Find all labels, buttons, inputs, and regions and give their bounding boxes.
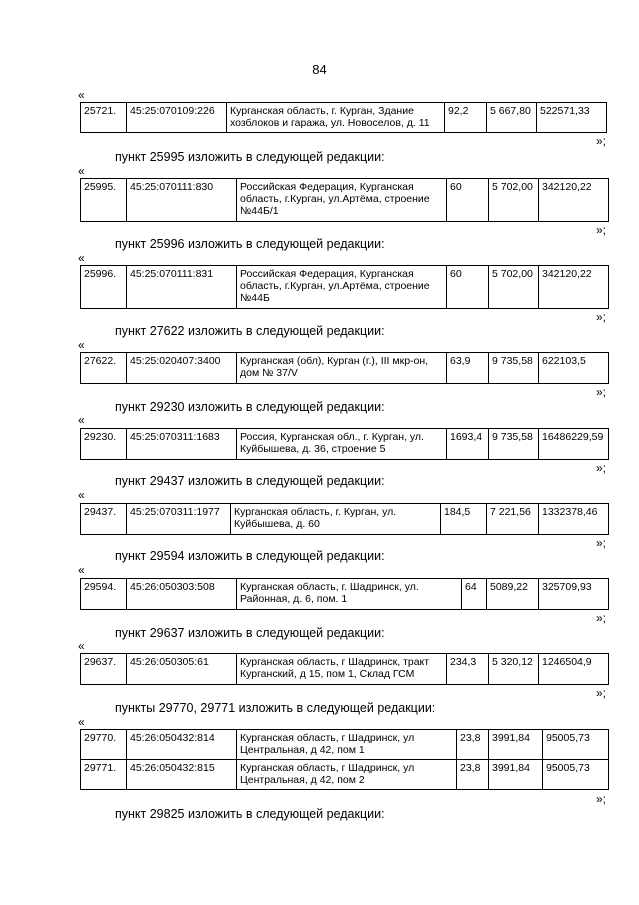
close-quote: »; [596,223,607,237]
property-table [80,102,607,133]
area-cell: 92,2 [445,103,487,133]
rate-cell: 9 735,58 [489,429,539,460]
record-number-cell: 29771. [81,760,127,790]
close-quote: »; [596,686,607,700]
value-cell: 342120,22 [539,266,609,309]
record-number-cell: 29770. [81,730,127,760]
address-cell: Российская Федерация, Курганская область, г.Курган, ул.Артёма, строение №44Б/1 [237,179,447,222]
amendment-heading: пункт 25996 изложить в следующей редакции: [115,237,385,251]
table-row [81,760,609,790]
open-quote: « [78,715,85,729]
rate-cell: 5 702,00 [489,266,539,309]
property-table [80,352,609,384]
table-row [81,353,609,384]
close-quote: »; [596,611,607,625]
close-quote: »; [596,385,607,399]
table-row [81,266,609,309]
rate-cell: 7 221,56 [487,504,539,535]
table-row [81,429,609,460]
value-cell: 16486229,59 [539,429,609,460]
record-number-cell: 29437. [81,504,127,535]
value-cell: 95005,73 [543,730,609,760]
cadastral-number-cell: 45:26:050303:508 [127,579,237,610]
address-cell: Россия, Курганская обл., г. Курган, ул. Куйбышева, д. 36, строение 5 [237,429,447,460]
table-row [81,103,607,133]
value-cell: 342120,22 [539,179,609,222]
table-row [81,654,609,685]
open-quote: « [78,164,85,178]
close-quote: »; [596,461,607,475]
rate-cell: 9 735,58 [489,353,539,384]
record-number-cell: 29594. [81,579,127,610]
area-cell: 234,3 [447,654,489,685]
area-cell: 64 [462,579,487,610]
address-cell: Курганская область, г. Курган, Здание хозблоков и гаража, ул. Новоселов, д. 11 [227,103,445,133]
rate-cell: 5 702,00 [489,179,539,222]
record-number-cell: 27622. [81,353,127,384]
value-cell: 1246504,9 [539,654,609,685]
amendment-heading: пункт 29594 изложить в следующей редакции: [115,549,385,563]
close-quote: »; [596,310,607,324]
rate-cell: 3991,84 [489,730,543,760]
property-table [80,653,609,685]
property-table [80,729,609,790]
amendment-heading: пункт 29825 изложить в следующей редакции: [115,807,385,821]
area-cell: 23,8 [457,730,489,760]
property-table [80,503,609,535]
address-cell: Курганская область, г Шадринск, ул Центральная, д 42, пом 2 [237,760,457,790]
address-cell: Курганская область, г. Курган, ул. Куйбышева, д. 60 [231,504,441,535]
close-quote: »; [596,792,607,806]
value-cell: 95005,73 [543,760,609,790]
cadastral-number-cell: 45:25:070111:831 [127,266,237,309]
area-cell: 23,8 [457,760,489,790]
cadastral-number-cell: 45:25:070109:226 [127,103,227,133]
record-number-cell: 25995. [81,179,127,222]
area-cell: 60 [447,179,489,222]
rate-cell: 5 320,12 [489,654,539,685]
amendment-heading: пункт 27622 изложить в следующей редакции: [115,324,385,338]
record-number-cell: 29230. [81,429,127,460]
property-table [80,178,609,222]
cadastral-number-cell: 45:26:050305:61 [127,654,237,685]
open-quote: « [78,488,85,502]
cadastral-number-cell: 45:26:050432:815 [127,760,237,790]
cadastral-number-cell: 45:25:070311:1683 [127,429,237,460]
page-number: 84 [312,62,327,77]
amendment-heading: пункты 29770, 29771 изложить в следующей редакции: [115,701,436,715]
cadastral-number-cell: 45:25:070111:830 [127,179,237,222]
open-quote: « [78,563,85,577]
amendment-heading: пункт 29437 изложить в следующей редакции: [115,474,385,488]
value-cell: 325709,93 [539,579,609,610]
value-cell: 1332378,46 [539,504,609,535]
table-row [81,179,609,222]
open-quote: « [78,639,85,653]
cadastral-number-cell: 45:26:050432:814 [127,730,237,760]
property-table [80,265,609,309]
record-number-cell: 25996. [81,266,127,309]
record-number-cell: 25721. [81,103,127,133]
area-cell: 63,9 [447,353,489,384]
open-quote: « [78,251,85,265]
table-row [81,579,609,610]
address-cell: Курганская область, г. Шадринск, ул. Районная, д. 6, пом. 1 [237,579,462,610]
property-table [80,578,609,610]
open-quote: « [78,338,85,352]
close-quote: »; [596,134,607,148]
value-cell: 522571,33 [537,103,607,133]
area-cell: 60 [447,266,489,309]
amendment-heading: пункт 29637 изложить в следующей редакции: [115,626,385,640]
rate-cell: 3991,84 [489,760,543,790]
address-cell: Курганская область, г Шадринск, тракт Курганский, д 15, пом 1, Склад ГСМ [237,654,447,685]
property-table [80,428,609,460]
amendment-heading: пункт 25995 изложить в следующей редакции: [115,150,385,164]
cadastral-number-cell: 45:25:070311:1977 [127,504,231,535]
amendment-heading: пункт 29230 изложить в следующей редакции: [115,400,385,414]
address-cell: Курганская (обл), Курган (г.), III мкр-он, дом № 37/V [237,353,447,384]
address-cell: Российская Федерация, Курганская область, г.Курган, ул.Артёма, строение №44Б [237,266,447,309]
open-quote: « [78,88,85,102]
area-cell: 184,5 [441,504,487,535]
area-cell: 1693,4 [447,429,489,460]
open-quote: « [78,413,85,427]
record-number-cell: 29637. [81,654,127,685]
cadastral-number-cell: 45:25:020407:3400 [127,353,237,384]
close-quote: »; [596,536,607,550]
table-row [81,730,609,760]
address-cell: Курганская область, г Шадринск, ул Центральная, д 42, пом 1 [237,730,457,760]
rate-cell: 5 667,80 [487,103,537,133]
table-row [81,504,609,535]
rate-cell: 5089,22 [487,579,539,610]
value-cell: 622103,5 [539,353,609,384]
